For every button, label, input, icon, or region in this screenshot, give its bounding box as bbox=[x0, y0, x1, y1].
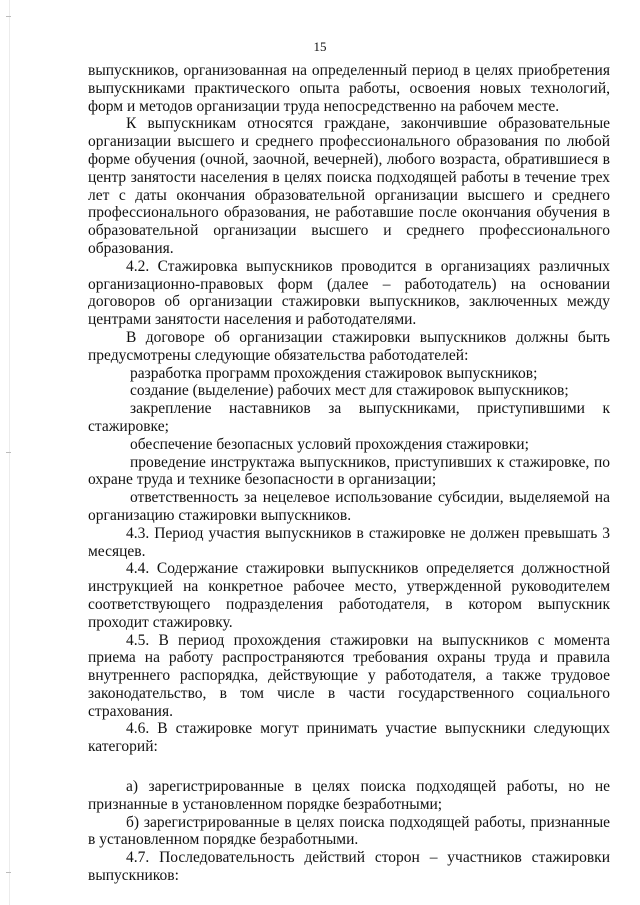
paragraph: б) зарегистрированные в целях поиска подходящей работы, признанные в установленном порядке безработными. bbox=[88, 813, 610, 849]
paragraph-gap bbox=[88, 756, 610, 778]
scan-mark bbox=[6, 16, 11, 17]
paragraph: 4.2. Стажировка выпускников проводится в организациях различных организационно-правовых форм (далее – работодатель) на основании договоров об организации стажировки выпускников, заключенных между центрами занятости населения и работодателями. bbox=[88, 257, 610, 329]
page-number: 15 bbox=[313, 39, 327, 54]
document-body bbox=[88, 62, 610, 885]
scan-mark bbox=[6, 452, 11, 453]
paragraph: закрепление наставников за выпускниками, приступившими к стажировке; bbox=[88, 400, 610, 435]
paragraph: 4.5. В период прохождения стажировки на выпускников с момента приема на работу распространяются требования охраны труда и правила внутреннего распорядка, действующие у работодателя, а также трудовое законодательство, в том числе в части государственного социального страхования. bbox=[88, 631, 610, 720]
paragraph: 4.7. Последовательность действий сторон – участников стажировки выпускников: bbox=[88, 849, 610, 885]
paragraph: обеспечение безопасных условий прохождения стажировки; bbox=[130, 435, 529, 453]
scan-mark bbox=[6, 872, 11, 873]
paragraph: 4.6. В стажировке могут принимать участие выпускники следующих категорий: bbox=[88, 720, 610, 756]
paragraph: создание (выделение) рабочих мест для стажировок выпускников; bbox=[130, 382, 569, 400]
paragraph: разработка программ прохождения стажировок выпускников; bbox=[130, 364, 538, 382]
paragraph: а) зарегистрированные в целях поиска подходящей работы, но не признанные в установленном порядке безработными; bbox=[88, 778, 610, 813]
paragraph: проведение инструктажа выпускников, приступивших к стажировке, по охране труда и технике безопасности в организации; bbox=[88, 453, 610, 489]
paragraph: 4.3. Период участия выпускников в стажировке не должен превышать 3 месяцев. bbox=[88, 524, 610, 560]
paragraph: 4.4. Содержание стажировки выпускников определяется должностной инструкцией на конкретное рабочее место, утвержденной руководителем соответствующего подразделения работодателя, в котором выпускник проходит стажировку. bbox=[88, 560, 610, 631]
paragraph: выпускников, организованная на определенный период в целях приобретения выпускниками практического опыта работы, освоения новых технологий, форм и методов организации труда непосредственно на рабочем месте. bbox=[88, 62, 610, 115]
paragraph: В договоре об организации стажировки выпускников должны быть предусмотрены следующие обязательства работодателей: bbox=[88, 328, 610, 364]
paragraph: ответственность за нецелевое использование субсидии, выделяемой на организацию стажировки выпускников. bbox=[88, 489, 610, 524]
paragraph: К выпускникам относятся граждане, закончившие образовательные организации высшего и среднего профессионального образования по любой форме обучения (очной, заочной, вечерней), любого возраста, обратившиеся в центр занятости населения в целях поиска подходящей работы в течение трех лет с даты окончания образовательной организации высшего и среднего профессионального образования, не работавшие после окончания обучения в образовательной организации высшего и среднего профессионального образования. bbox=[88, 115, 610, 257]
